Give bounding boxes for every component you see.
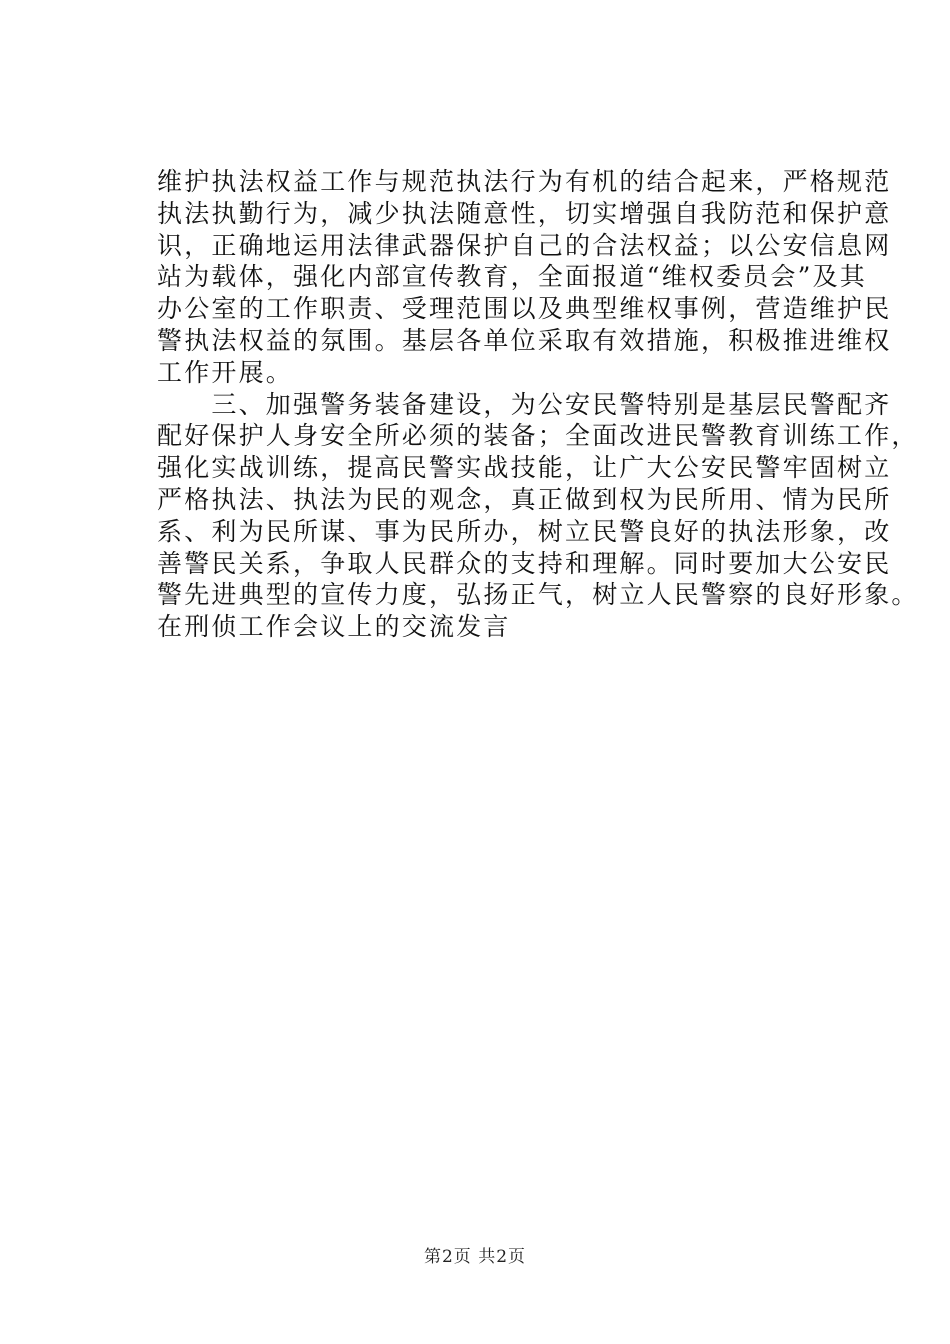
page-footer: 第2页 共2页 [423,1247,527,1267]
text-line: 三、加强警务装备建设，为公安民警特别是基层民警配齐 [157,389,892,419]
document-title-line: 在刑侦工作会议上的交流发言 [157,612,511,642]
text-line: 办公室的工作职责、受理范围以及典型维权事例，营造维护民 [157,294,892,324]
text-line: 执法执勤行为，减少执法随意性，切实增强自我防范和保护意 [157,198,892,228]
text-line: 识，正确地运用法律武器保护自己的合法权益；以公安信息网 [157,230,892,260]
text-line: 警先进典型的宣传力度，弘扬正气，树立人民警察的良好形象。 [157,580,919,610]
document-body [157,166,919,643]
text-line: 警执法权益的氛围。基层各单位采取有效措施，积极推进维权 [157,325,892,355]
text-line: 维护执法权益工作与规范执法行为有机的结合起来，严格规范 [157,167,892,196]
text-line: 强化实战训练，提高民警实战技能，让广大公安民警牢固树立 [157,453,892,483]
text-line: 工作开展。 [157,357,294,387]
text-line: 善警民关系，争取人民群众的支持和理解。同时要加大公安民 [157,548,892,578]
text-line: 配好保护人身安全所必须的装备；全面改进民警教育训练工作， [157,421,919,451]
text-line: 系、利为民所谋、事为民所办，树立民警良好的执法形象，改 [157,516,892,546]
text-line: 站为载体，强化内部宣传教育，全面报道“维权委员会”及其 [157,262,867,292]
text-line: 严格执法、执法为民的观念，真正做到权为民所用、情为民所 [157,484,892,514]
